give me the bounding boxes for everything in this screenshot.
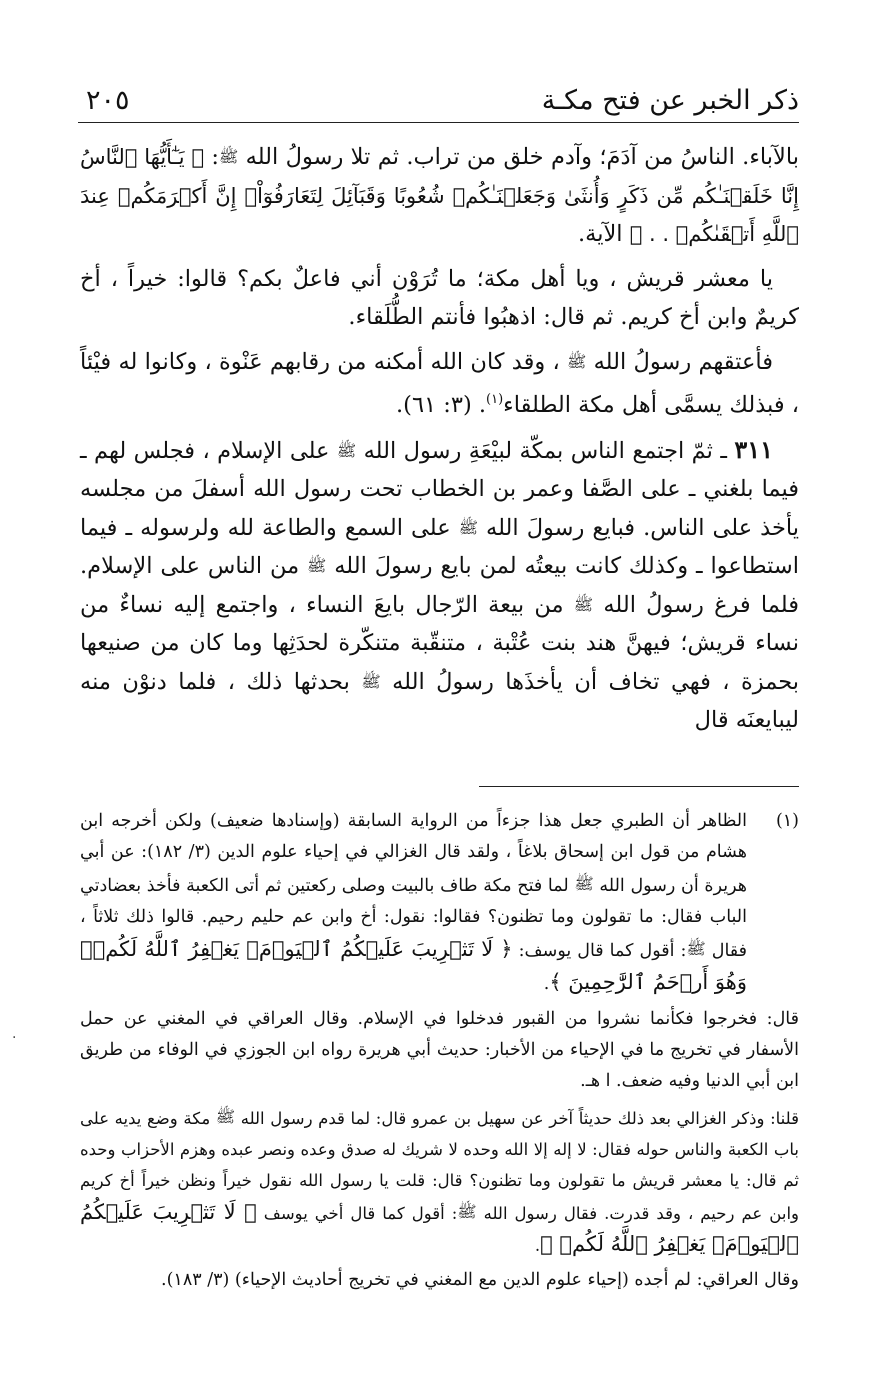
footnotes (80, 806, 799, 1300)
paragraph-2: يا معشر قريش ، ويا أهل مكة؛ ما تُرَوْن أني فاعلٌ بكم؟ قالوا: خيراً ، أخ كريمٌ وابن أخ كريم. ثم قال: اذهبُوا فأنتم الطُّلَقاء. (80, 265, 799, 330)
footnote-1-continuation-b (80, 1101, 799, 1261)
paragraph-4-text-c: على السمع والطاعة لله ولرسوله ـ فيما استطاعوا ـ وكذلك كانت بيعتُه لمن بايع رسولَ الله (80, 514, 799, 579)
footnote-1-text-b: لما فتح مكة طاف بالبيت وصلى ركعتين ثم أتى الكعبة فأخذ بعضادتي الباب فقال: ما تقولون وما تظنون؟ فقالوا: نقول: أخ وابن عم حليم رحيم. قالوا ذلك ثلاثاً ، فقال (80, 876, 748, 961)
footnote-3-text-b: مكة وضع يديه على باب الكعبة والناس حوله فقال: لا إله إلا الله وحده لا شريك له صدق وعده ونصر عبده وهزم الأحزاب وحده ثم قال: يا معشر قريش ما تقولون وما تظنون؟ قال: قلت يا رسول الله نقول خيراً ونظن خيراً أخ كريم وابن عم رحيم ، وقد قدرت. فقال رسول الله (80, 1109, 799, 1223)
paragraph-3-text-a: فأعتقهم رسولُ الله (586, 348, 774, 375)
running-title: ذكر الخبر عن فتح مكـة (541, 85, 799, 116)
running-header (78, 84, 799, 123)
paragraph-1-text-a: بالآباء. الناسُ من آدَمَ؛ وآدم خلق من تراب. ثم تلا رسولُ الله (238, 144, 799, 170)
quran-verse: ﴿ لَا تَثۡرِيبَ عَلَيۡكُمُ ٱلۡيَوۡمَۖ يَغۡفِرُ ٱللَّهُ لَكُمۡ ﴾ (80, 1200, 799, 1256)
salutation-glyph: ﷺ (336, 440, 357, 460)
salutation-glyph: ﷺ (457, 1202, 477, 1221)
paragraph-4-text-e: من بيعة الرّجال بايعَ النساء ، واجتمع إليه نساءٌ من نساء قريش؛ فيهنَّ هند بنت عُتْبة ، متنقّبة متنكّرة لحدَثِها وما كان من صنيعها بحمزة ، فهي تخاف أن يأخذَها رسولُ الله (80, 591, 800, 695)
salutation-glyph: ﷺ (573, 594, 594, 614)
footnote-3-text-c: : أقول كما قال أخي يوسف (256, 1204, 458, 1223)
footnote-1-text-c: : أقول كما قال يوسف: (512, 941, 687, 961)
salutation-glyph: ﷺ (458, 517, 479, 537)
paragraph-3-text-c: . (٣: ٦١). (396, 392, 487, 418)
paragraph-1-text-b: : (204, 144, 219, 170)
salutation-glyph: ﷺ (574, 874, 594, 893)
paragraph-1-text-c: الآية. (577, 221, 630, 247)
margin-mark: · (12, 1030, 17, 1046)
paragraph-3-text-b: ، وقد كان الله أمكنه من رقابهم عَنْوة ، وكانوا له فيْئاً ، فبذلك يسمَّى أهل مكة الطلقاء (80, 348, 799, 418)
footnote-reference[interactable]: (١) (486, 392, 504, 407)
quran-verse: ﴿ لَا تَثۡرِيبَ عَلَيۡكُمُ ٱلۡيَوۡمَۖ يَغۡفِرُ ٱللَّهُ لَكُمۡۖ وَهُوَ أَرۡحَمُ ٱلرَّٰحِمِينَ ﴾ (80, 937, 747, 994)
paragraph-4-text-b: على الإسلام ، فجلس لهم ـ فيما بلغني ـ على الصَّفا وعمر بن الخطاب تحت رسول الله أسفلَ من مجلسه يأخذ على الناس. فبايع رسولَ الله (80, 437, 799, 541)
salutation-glyph: ﷺ (686, 939, 706, 958)
main-text (80, 138, 799, 746)
footnote-3-text-a: قلنا: وذكر الغزالي بعد ذلك حديثاً آخر عن سهيل بن عمرو قال: لما قدم رسول الله (235, 1109, 799, 1128)
footnote-marker: (١) (775, 811, 799, 831)
salutation-glyph: ﷺ (215, 1107, 236, 1126)
footnote-3-text-d: . (534, 1236, 541, 1255)
paragraph-4 (80, 431, 799, 740)
footnote-divider (479, 786, 799, 787)
salutation-glyph: ﷺ (361, 671, 381, 691)
salutation-glyph: ﷺ (218, 147, 239, 166)
quran-verse: ﴿ يَـٰٓأَيُّهَا ٱلنَّاسُ إِنَّا خَلَقۡنَـٰكُم مِّن ذَكَرٍ وَأُنثَىٰ وَجَعَلۡنَـٰكُمۡ شُعُوبًا وَقَبَآئِلَ لِتَعَارَفُوٓاْۚ إِنَّ أَكۡرَمَكُمۡ عِندَ ٱللَّهِ أَتۡقَىٰكُمۡ . . ﴾ (80, 145, 799, 246)
paragraph-4-text-d: من الناس على الإسلام. فلما فرغ رسولُ الله (80, 553, 799, 618)
report-number: ٣١١ (734, 434, 773, 464)
salutation-glyph: ﷺ (307, 556, 327, 575)
paragraph-1 (80, 138, 799, 254)
footnote-1-text-a: الظاهر أن الطبري جعل هذا جزءاً من الرواية السابقة (وإسنادها ضعيف) ولكن أخرجه ابن هشام من قول ابن إسحاق بلاغاً ، ولقد قال الغزالي في إحياء علوم الدين (٣/ ١٨٢): عن أبي هريرة أن رسول الله (80, 811, 747, 896)
salutation-glyph: ﷺ (567, 351, 587, 371)
footnote-1-text-d: . (543, 974, 550, 994)
footnote-1 (80, 806, 799, 1000)
footnote-1-continuation-a: قال: فخرجوا فكأنما نشروا من القبور فدخلوا في الإسلام. وقال العراقي في المغني عن حمل الأسفار في تخريج ما في الإحياء من الأخبار: حديث أبي هريرة رواه ابن الجوزي في الوفاء من طريق ابن أبي الدنيا وفيه ضعف. ا هـ. (80, 1009, 799, 1091)
page-number: ٢٠٥ (86, 85, 130, 116)
paragraph-4-text-f: بحدثها ذلك ، فلما دنوْن منه ليبايعنَه قال (80, 668, 799, 733)
paragraph-4-text-a: ـ ثمّ اجتمع الناس بمكّة لبيْعَةِ رسول الله (356, 437, 735, 464)
paragraph-3 (80, 343, 799, 425)
footnote-1-continuation-c: وقال العراقي: لم أجده (إحياء علوم الدين مع المغني في تخريج أحاديث الإحياء) (٣/ ١٨٣). (161, 1270, 799, 1290)
